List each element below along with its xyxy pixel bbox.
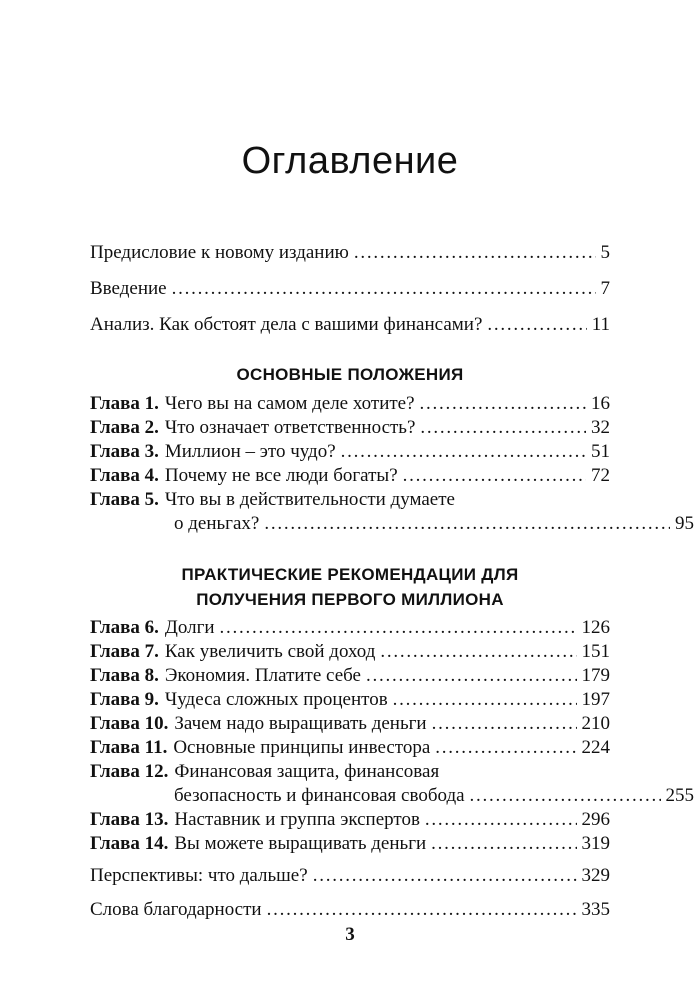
entry-title: Что вы в действительности думаете — [164, 489, 455, 510]
entry-page: 335 — [581, 899, 610, 920]
entry-page: 197 — [581, 689, 610, 710]
dot-leader — [470, 783, 661, 809]
dot-leader — [431, 831, 576, 857]
section-heading-practical-line-2: ПОЛУЧЕНИЯ ПЕРВОГО МИЛЛИОНА — [196, 590, 504, 609]
entry-page: 210 — [581, 713, 610, 734]
toc-entry-chapter-2[interactable] — [90, 415, 610, 441]
entry-title: Зачем надо выращивать деньги — [174, 713, 427, 734]
chapter-label: Глава 1. — [90, 393, 159, 414]
chapter-label: Глава 4. — [90, 465, 159, 486]
section-heading-practical-line-1: ПРАКТИЧЕСКИЕ РЕКОМЕНДАЦИИ ДЛЯ — [181, 565, 519, 584]
chapter-label: Глава 14. — [90, 833, 169, 854]
dot-leader — [172, 276, 596, 302]
toc-entry-introduction[interactable] — [90, 276, 610, 302]
dot-leader — [264, 511, 670, 537]
chapter-label: Глава 3. — [90, 441, 159, 462]
toc-entry-chapter-11[interactable] — [90, 735, 610, 761]
entry-page: 319 — [581, 833, 610, 854]
entry-title-continued: безопасность и финансовая свобода — [174, 785, 465, 806]
toc-entry-chapter-14[interactable] — [90, 831, 610, 857]
dot-leader — [366, 663, 577, 689]
entry-page: 32 — [591, 417, 610, 438]
toc-entry-chapter-8[interactable] — [90, 663, 610, 689]
dot-leader — [420, 391, 586, 417]
toc-entry-chapter-10[interactable] — [90, 711, 610, 737]
entry-title: Миллион – это чудо? — [164, 441, 336, 462]
chapter-label: Глава 5. — [90, 489, 159, 510]
entry-page: 151 — [581, 641, 610, 662]
toc-entry-chapter-4[interactable] — [90, 463, 610, 489]
toc-entry-acknowledgements[interactable] — [90, 897, 610, 923]
entry-page: 72 — [591, 465, 610, 486]
dot-leader — [393, 687, 577, 713]
section-heading-basics: ОСНОВНЫЕ ПОЛОЖЕНИЯ — [236, 365, 464, 384]
entry-page: 126 — [581, 617, 610, 638]
entry-page: 255 — [665, 785, 694, 806]
page-number: 3 — [345, 924, 355, 945]
dot-leader — [432, 711, 577, 737]
chapter-label: Глава 2. — [90, 417, 159, 438]
dot-leader — [267, 897, 577, 923]
chapter-label: Глава 11. — [90, 737, 168, 758]
chapter-label: Глава 7. — [90, 641, 159, 662]
entry-title-continued: о деньгах? — [174, 513, 260, 534]
entry-title: Чего вы на самом деле хотите? — [164, 393, 415, 414]
dot-leader — [403, 463, 586, 489]
entry-title: Слова благодарности — [90, 899, 262, 920]
dot-leader — [425, 807, 577, 833]
entry-page: 16 — [591, 393, 610, 414]
dot-leader — [313, 863, 577, 889]
entry-title: Как увеличить свой доход — [164, 641, 376, 662]
chapter-label: Глава 8. — [90, 665, 159, 686]
entry-title: Чудеса сложных процентов — [164, 689, 388, 710]
chapter-label: Глава 13. — [90, 809, 169, 830]
entry-title: Введение — [90, 278, 167, 299]
toc-entry-chapter-9[interactable] — [90, 687, 610, 713]
page-title: Оглавление — [241, 140, 459, 182]
chapter-label: Глава 12. — [90, 761, 169, 782]
entry-title: Что означает ответственность? — [164, 417, 416, 438]
entry-page: 95 — [675, 513, 694, 534]
toc-entry-analysis[interactable] — [90, 312, 610, 338]
entry-title: Почему не все люди богаты? — [164, 465, 398, 486]
dot-leader — [220, 615, 577, 641]
entry-page: 7 — [600, 278, 610, 299]
entry-page: 11 — [591, 314, 610, 335]
entry-title: Перспективы: что дальше? — [90, 865, 308, 886]
dot-leader — [341, 439, 586, 465]
entry-page: 296 — [581, 809, 610, 830]
entry-page: 224 — [581, 737, 610, 758]
toc-entry-chapter-12-continued[interactable] — [90, 783, 694, 809]
toc-entry-chapter-1[interactable] — [90, 391, 610, 417]
toc-entry-chapter-5[interactable] — [90, 487, 610, 513]
entry-page: 329 — [581, 865, 610, 886]
toc-entry-chapter-12[interactable] — [90, 759, 610, 785]
dot-leader — [435, 735, 576, 761]
entry-title: Основные принципы инвестора — [173, 737, 431, 758]
entry-page: 51 — [591, 441, 610, 462]
dot-leader — [380, 639, 576, 665]
toc-entry-chapter-13[interactable] — [90, 807, 610, 833]
toc-entry-chapter-3[interactable] — [90, 439, 610, 465]
toc-entry-chapter-5-continued[interactable] — [90, 511, 694, 537]
entry-title: Вы можете выращивать деньги — [174, 833, 427, 854]
dot-leader — [487, 312, 586, 338]
entry-title: Наставник и группа экспертов — [174, 809, 420, 830]
entry-page: 5 — [600, 242, 610, 263]
toc-entry-preface[interactable] — [90, 240, 610, 266]
dot-leader — [354, 240, 596, 266]
dot-leader — [420, 415, 586, 441]
entry-title: Анализ. Как обстоят дела с вашими финансами? — [90, 314, 483, 335]
entry-title: Предисловие к новому изданию — [90, 242, 349, 263]
toc-entry-perspectives[interactable] — [90, 863, 610, 889]
entry-title: Долги — [164, 617, 215, 638]
toc-entry-chapter-6[interactable] — [90, 615, 610, 641]
chapter-label: Глава 10. — [90, 713, 169, 734]
toc-entry-chapter-7[interactable] — [90, 639, 610, 665]
chapter-label: Глава 9. — [90, 689, 159, 710]
entry-title: Экономия. Платите себе — [164, 665, 361, 686]
entry-title: Финансовая защита, финансовая — [174, 761, 440, 782]
entry-page: 179 — [581, 665, 610, 686]
chapter-label: Глава 6. — [90, 617, 159, 638]
